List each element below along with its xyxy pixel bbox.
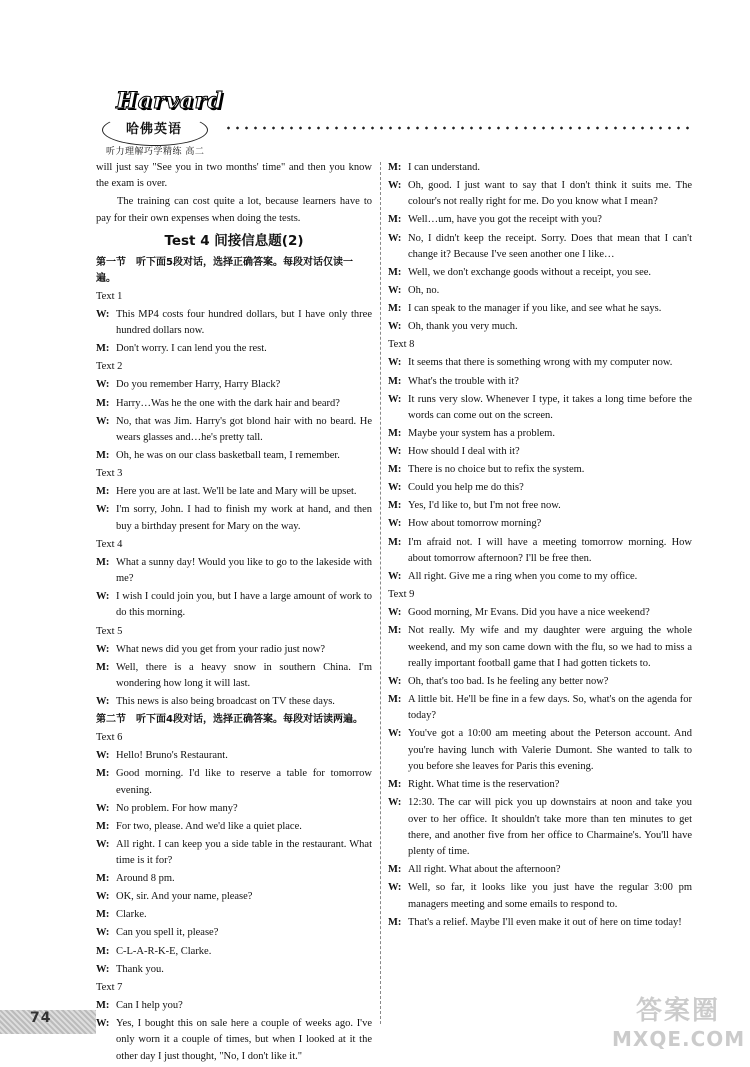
dialogue-text: All right. What about the afternoon?: [408, 864, 561, 876]
dialogue-line: [96, 907, 372, 923]
speaker-label: M:: [388, 266, 402, 278]
speaker-label: M:: [388, 779, 402, 791]
speaker-label: W:: [96, 891, 110, 903]
dialogue-line: [388, 623, 692, 672]
dialogue-line: [96, 642, 372, 658]
text-label: Text 1: [96, 290, 123, 302]
dialogue-line: [388, 692, 692, 725]
logo-chinese-name: 哈佛英语: [126, 122, 183, 137]
dialogue-line: [388, 301, 692, 317]
speaker-label: M:: [96, 486, 110, 498]
dialogue-text: A little bit. He'll be fine in a few days. So, what's on the agenda for today?: [408, 694, 692, 722]
dialogue-text: You've got a 10:00 am meeting about the Peterson account. And you're having lunch with Valerie Dumont. She wanted to talk to you before she leaves for Paris this evening.: [408, 728, 692, 773]
dialogue-line: [388, 777, 692, 793]
speaker-label: M:: [388, 162, 402, 173]
dialogue-text: Maybe your system has a problem.: [408, 428, 555, 440]
speaker-label: W:: [388, 180, 402, 192]
dialogue-line: [388, 374, 692, 390]
speaker-label: W:: [388, 285, 402, 297]
speaker-label: W:: [96, 504, 110, 516]
dialogue-line: [96, 925, 372, 941]
speaker-label: W:: [96, 750, 110, 762]
speaker-label: W:: [96, 1017, 110, 1029]
dialogue-text: This MP4 costs four hundred dollars, but I have only three hundred dollars now.: [116, 308, 372, 337]
dialogue-text: Can I help you?: [116, 999, 183, 1011]
dialogue-line: [388, 516, 692, 532]
dialogue-text: Oh, good. I just want to say that I don't think it suits me. The colour's not really right for me. Do you know what I mean?: [408, 180, 692, 208]
dialogue-text: Yes, I'd like to, but I'm not free now.: [408, 500, 561, 512]
speaker-label: W:: [388, 393, 402, 405]
dialogue-text: All right. Give me a ring when you come to my office.: [408, 570, 638, 582]
dialogue-line: [388, 426, 692, 442]
paragraph: The training can cost quite a lot, because learners have to pay for their own expenses when doing the tests.: [96, 196, 372, 224]
dialogue-line: [96, 484, 372, 500]
speaker-label: W:: [96, 802, 110, 814]
dialogue-line: [96, 414, 372, 447]
speaker-label: W:: [96, 643, 110, 655]
dialogue-line: [96, 589, 372, 622]
dialogue-text: It runs very slow. Whenever I type, it takes a long time before the words can come out on the screen.: [408, 393, 692, 421]
dialogue-text: Can you spell it, please?: [116, 927, 219, 939]
site-watermark: [612, 995, 744, 1057]
speaker-label: M:: [388, 464, 402, 476]
dialogue-line: [96, 660, 372, 693]
speaker-label: W:: [96, 379, 110, 391]
speaker-label: W:: [96, 838, 110, 850]
left-column: [96, 160, 372, 1067]
book-subtitle: 听力理解巧学精练 高二: [106, 147, 205, 157]
harvard-logo: [96, 88, 224, 158]
speaker-label: M:: [96, 661, 110, 673]
dialogue-line: [96, 448, 372, 464]
dialogue-text: Well, there is a heavy snow in southern China. I'm wondering how long it will last.: [116, 661, 372, 690]
speaker-label: M:: [388, 864, 402, 876]
column-divider: [380, 162, 381, 1024]
dialogue-text: Oh, he was on our class basketball team, I remember.: [116, 450, 340, 462]
text-label: Text 2: [96, 361, 123, 373]
dialogue-line: [96, 837, 372, 870]
speaker-label: M:: [96, 343, 110, 355]
dialogue-line: [388, 355, 692, 371]
dialogue-text: Good morning. I'd like to reserve a table for tomorrow evening.: [116, 768, 372, 796]
dialogue-line: [96, 694, 372, 710]
speaker-label: M:: [388, 428, 402, 440]
speaker-label: W:: [388, 518, 402, 530]
header-dotted-rule: [224, 126, 694, 130]
dialogue-text: Well, so far, it looks like you just have the regular 3:00 pm managers meeting and some emails to respond to.: [408, 882, 692, 910]
dialogue-line: [96, 962, 372, 978]
speaker-label: M:: [388, 214, 402, 226]
speaker-label: M:: [388, 375, 402, 387]
speaker-label: M:: [96, 450, 110, 462]
dialogue-text: 12:30. The car will pick you up downstairs at noon and take you over to her office. It shouldn't take more than ten minutes to get there, and another five from her office to Charmaine's. You'll have plenty of time.: [408, 797, 692, 858]
dialogue-text: No problem. For how many?: [116, 802, 238, 814]
body-text: will just say "See you in two months' time" and then you know the exam is over.: [96, 162, 372, 190]
dialogue-text: I'm afraid not. I will have a meeting tomorrow morning. How about tomorrow afternoon? I'll be free then.: [408, 536, 692, 564]
dialogue-text: OK, sir. And your name, please?: [116, 891, 253, 903]
dialogue-line: [96, 766, 372, 799]
dialogue-text: Clarke.: [116, 909, 147, 921]
speaker-label: M:: [96, 556, 110, 568]
dialogue-line: [96, 819, 372, 835]
dialogue-line: [388, 535, 692, 568]
speaker-label: W:: [388, 882, 402, 894]
text-label: Text 6: [96, 732, 123, 744]
section-instruction: 第一节 听下面5段对话，选择正确答案。每段对话仅读一遍。: [96, 256, 353, 284]
dialogue-line: [96, 748, 372, 764]
dialogue-line: [96, 307, 372, 340]
speaker-label: W:: [96, 415, 110, 427]
speaker-label: W:: [96, 308, 110, 320]
speaker-label: M:: [96, 999, 110, 1011]
page-header: [96, 88, 696, 162]
speaker-label: W:: [388, 570, 402, 582]
dialogue-text: Oh, no.: [408, 285, 440, 297]
dialogue-text: Thank you.: [116, 963, 164, 975]
dialogue-line: [96, 944, 372, 960]
dialogue-text: Well, we don't exchange goods without a receipt, you see.: [408, 266, 652, 278]
logo-wordmark: Harvard: [116, 88, 224, 114]
dialogue-line: [388, 862, 692, 878]
speaker-label: W:: [388, 321, 402, 333]
dialogue-line: [388, 726, 692, 775]
dialogue-text: No, I didn't keep the receipt. Sorry. Does that mean that I can't change it? Because I've seen another one I like…: [408, 232, 692, 260]
speaker-label: W:: [388, 482, 402, 494]
text-label: Text 8: [388, 339, 415, 351]
dialogue-text: Oh, that's too bad. Is he feeling any better now?: [408, 675, 609, 687]
speaker-label: W:: [96, 927, 110, 939]
dialogue-line: [96, 555, 372, 588]
text-label: Text 5: [96, 625, 123, 637]
dialogue-text: I can understand.: [408, 162, 481, 173]
dialogue-text: Oh, thank you very much.: [408, 321, 518, 333]
dialogue-text: Right. What time is the reservation?: [408, 779, 560, 791]
dialogue-text: What's the trouble with it?: [408, 375, 519, 387]
right-column: [388, 160, 692, 933]
dialogue-line: [96, 871, 372, 887]
test-title: Test 4 间接信息题(2): [164, 232, 304, 249]
page-number: 74: [30, 1010, 52, 1026]
speaker-label: M:: [388, 536, 402, 548]
dialogue-line: [96, 377, 372, 393]
dialogue-text: Could you help me do this?: [408, 482, 524, 494]
dialogue-text: I can speak to the manager if you like, and see what he says.: [408, 303, 662, 315]
speaker-label: W:: [388, 607, 402, 619]
dialogue-line: [388, 319, 692, 335]
dialogue-line: [388, 392, 692, 425]
speaker-label: M:: [96, 820, 110, 832]
dialogue-text: C-L-A-R-K-E, Clarke.: [116, 945, 212, 957]
speaker-label: W:: [388, 728, 402, 740]
dialogue-line: [96, 998, 372, 1014]
dialogue-text: I'm sorry, John. I had to finish my work at hand, and then buy a birthday present for Mary on the way.: [116, 504, 372, 532]
speaker-label: W:: [388, 797, 402, 809]
dialogue-line: [96, 341, 372, 357]
dialogue-line: [388, 674, 692, 690]
speaker-label: W:: [388, 675, 402, 687]
dialogue-line: [388, 160, 692, 176]
speaker-label: W:: [96, 696, 110, 708]
dialogue-line: [388, 212, 692, 228]
dialogue-line: [388, 231, 692, 264]
dialogue-line: [388, 498, 692, 514]
dialogue-line: [388, 444, 692, 460]
dialogue-text: What a sunny day! Would you like to go to the lakeside with me?: [116, 556, 372, 585]
dialogue-line: [388, 178, 692, 211]
dialogue-text: Good morning, Mr Evans. Did you have a nice weekend?: [408, 607, 650, 619]
dialogue-text: I wish I could join you, but I have a large amount of work to do this morning.: [116, 591, 372, 619]
speaker-label: W:: [388, 446, 402, 458]
section-instruction: 第二节 听下面4段对话，选择正确答案。每段对话读两遍。: [96, 714, 363, 726]
dialogue-text: Not really. My wife and my daughter were arguing the whole weekend, and my son came down with the flu, so we had to miss a really important football game that I had gotten tickets to.: [408, 625, 692, 669]
dialogue-text: Hello! Bruno's Restaurant.: [116, 750, 228, 762]
dialogue-text: There is no choice but to refix the system.: [408, 464, 585, 476]
dialogue-line: [96, 801, 372, 817]
dialogue-text: It seems that there is something wrong with my computer now.: [408, 357, 673, 369]
dialogue-line: [388, 915, 692, 931]
watermark-logo-text: 答案圈: [635, 996, 720, 1026]
dialogue-text: Harry…Was he the one with the dark hair and beard?: [116, 397, 340, 409]
speaker-label: W:: [388, 232, 402, 244]
dialogue-text: This news is also being broadcast on TV these days.: [116, 696, 335, 708]
speaker-label: W:: [388, 357, 402, 369]
dialogue-line: [388, 462, 692, 478]
speaker-label: M:: [96, 397, 110, 409]
dialogue-line: [96, 396, 372, 412]
speaker-label: M:: [96, 768, 110, 780]
speaker-label: M:: [388, 500, 402, 512]
dialogue-text: Here you are at last. We'll be late and Mary will be upset.: [116, 486, 357, 498]
dialogue-text: How about tomorrow morning?: [408, 518, 542, 530]
dialogue-text: How should I deal with it?: [408, 446, 520, 458]
text-label: Text 4: [96, 538, 123, 550]
speaker-label: M:: [388, 694, 402, 706]
dialogue-text: Yes, I bought this on sale here a couple of weeks ago. I've only worn it a couple of times, but when I looked at it the other day I just thought, "No, I don't like it.": [116, 1017, 372, 1062]
dialogue-line: [388, 283, 692, 299]
dialogue-line: [388, 880, 692, 913]
text-label: Text 9: [388, 589, 415, 601]
speaker-label: M:: [96, 909, 110, 921]
text-label: Text 3: [96, 468, 123, 480]
dialogue-text: Around 8 pm.: [116, 873, 175, 885]
speaker-label: M:: [96, 873, 110, 885]
dialogue-line: [96, 1016, 372, 1065]
speaker-label: M:: [388, 916, 402, 928]
dialogue-text: That's a relief. Maybe I'll even make it out of here on time today!: [408, 916, 682, 928]
dialogue-text: All right. I can keep you a side table in the restaurant. What time is it for?: [116, 838, 372, 867]
dialogue-line: [96, 889, 372, 905]
text-label: Text 7: [96, 981, 123, 993]
speaker-label: M:: [388, 303, 402, 315]
dialogue-line: [388, 605, 692, 621]
dialogue-text: What news did you get from your radio just now?: [116, 643, 326, 655]
dialogue-line: [388, 480, 692, 496]
dialogue-line: [96, 502, 372, 535]
speaker-label: M:: [388, 625, 402, 637]
speaker-label: M:: [96, 945, 110, 957]
dialogue-text: Do you remember Harry, Harry Black?: [116, 379, 281, 391]
dialogue-line: [388, 265, 692, 281]
watermark-url: MXQE.COM: [612, 1027, 746, 1051]
dialogue-text: Don't worry. I can lend you the rest.: [116, 343, 267, 355]
dialogue-text: No, that was Jim. Harry's got blond hair with no beard. He wears glasses and…he's pretty tall.: [116, 415, 372, 443]
dialogue-line: [388, 795, 692, 860]
dialogue-line: [388, 569, 692, 585]
dialogue-text: For two, please. And we'd like a quiet place.: [116, 820, 302, 832]
dialogue-text: Well…um, have you got the receipt with you?: [408, 214, 602, 226]
speaker-label: W:: [96, 963, 110, 975]
speaker-label: W:: [96, 591, 110, 603]
